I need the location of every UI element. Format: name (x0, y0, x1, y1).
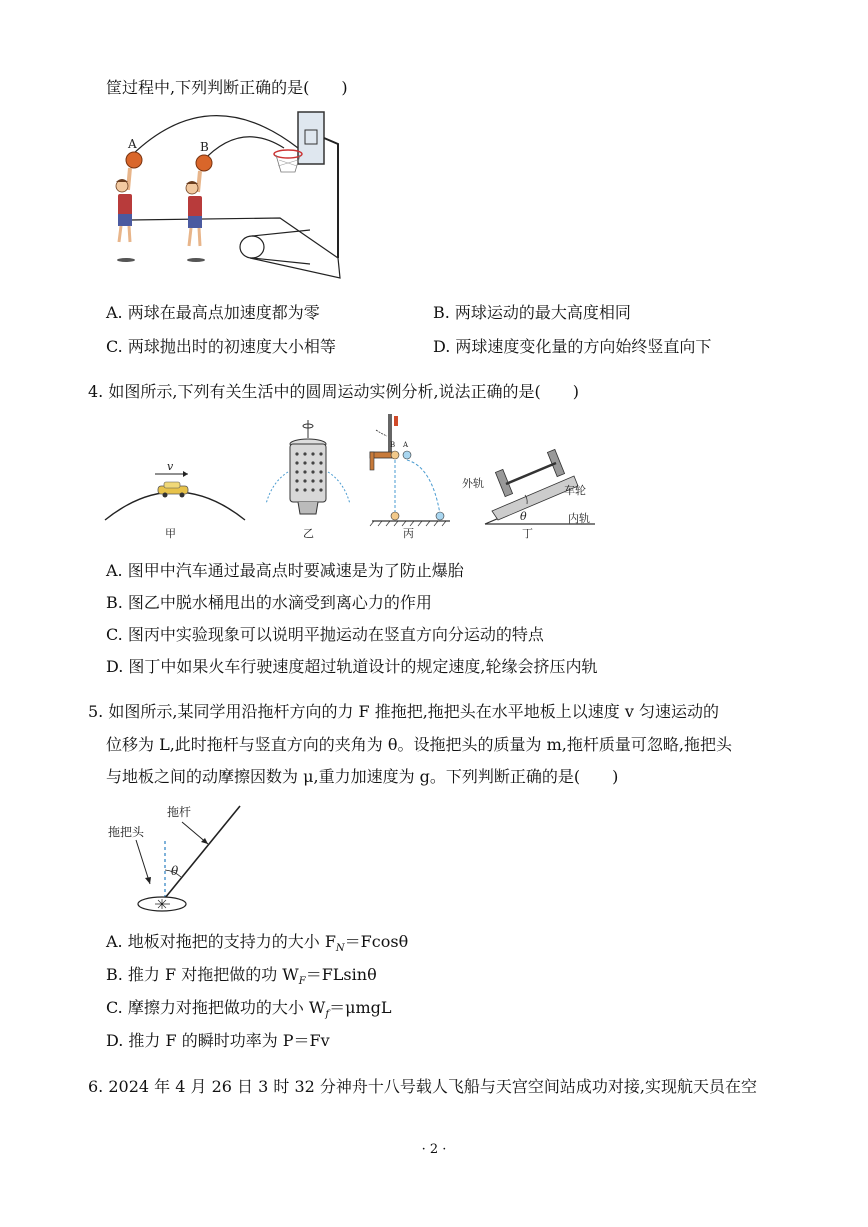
q4-option-c: C. 图丙中实验现象可以说明平抛运动在竖直方向分运动的特点 (106, 625, 544, 644)
q5-stem-line3: 与地板之间的动摩擦因数为 μ,重力加速度为 g。下列判断正确的是( ) (106, 767, 619, 786)
figure-ding (462, 449, 595, 540)
velocity-label: v (167, 460, 174, 473)
mop-figure (100, 800, 260, 918)
label-yi: 乙 (303, 527, 314, 540)
wheel-label: 车轮 (564, 484, 586, 497)
outer-rail-label: 外轨 (462, 477, 484, 490)
q6-stem: 6. 2024 年 4 月 26 日 3 时 32 分神舟十八号载人飞船与天宫空间站成功对接,实现航天员在空 (88, 1077, 758, 1096)
q4-option-b: B. 图乙中脱水桶甩出的水滴受到离心力的作用 (106, 593, 432, 612)
figure-bing (370, 414, 450, 540)
trajectory-b (202, 137, 284, 162)
q5-stem-line2: 位移为 L,此时拖杆与竖直方向的夹角为 θ。设拖把头的质量为 m,拖杆质量可忽略,拖把头 (106, 735, 732, 754)
player-b (186, 171, 205, 262)
label-b: B (200, 140, 209, 154)
q4-option-a: A. 图甲中汽车通过最高点时要减速是为了防止爆胎 (106, 561, 464, 580)
bing-label-a: A (403, 441, 409, 449)
q5-option-b: B. 推力 F 对拖把做的功 $W_F=FLsin\theta$ (106, 965, 377, 988)
mop-theta: θ (171, 864, 179, 878)
q5-option-c: C. 摩擦力对拖把做功的大小 $W_f=\mu mgL$ (106, 998, 392, 1021)
basketball-figure (100, 100, 350, 285)
label-a: A (128, 137, 137, 151)
q3-option-d: D. 两球速度变化量的方向始终竖直向下 (433, 337, 712, 356)
inner-rail-label: 内轨 (568, 512, 590, 525)
label-ding: 丁 (522, 527, 533, 540)
q5-option-a: A. 地板对拖把的支持力的大小 $F_N=Fcos\theta$ (106, 932, 409, 955)
q3-option-b: B. 两球运动的最大高度相同 (433, 303, 631, 322)
figure-yi (266, 420, 350, 540)
q3-option-c: C. 两球抛出时的初速度大小相等 (106, 337, 336, 356)
court-lines (130, 218, 340, 278)
q4-option-d: D. 图丁中如果火车行驶速度超过轨道设计的规定速度,轮缘会挤压内轨 (106, 657, 598, 676)
q5-option-d: D. 推力 F 的瞬时功率为 P＝Fv (106, 1031, 330, 1050)
backboard (298, 112, 324, 164)
ding-theta: θ (520, 510, 527, 523)
hoop-pole (324, 138, 338, 258)
ball-a (126, 152, 142, 168)
pole-label: 拖杆 (167, 805, 192, 819)
circular-motion-figure (100, 412, 610, 542)
q3-option-a: A. 两球在最高点加速度都为零 (106, 303, 320, 322)
page-number: · 2 · (421, 1142, 447, 1157)
player-a (116, 168, 135, 262)
q4-stem: 4. 如图所示,下列有关生活中的圆周运动实例分析,说法正确的是( ) (88, 382, 580, 401)
ball-b (196, 155, 212, 171)
head-label: 拖把头 (108, 825, 145, 839)
figure-jia (105, 460, 245, 540)
bing-label-b: B (390, 441, 396, 449)
q5-stem-line1: 5. 如图所示,某同学用沿拖杆方向的力 F 推拖把,拖把头在水平地板上以速度 v 匀速运动的 (88, 702, 720, 721)
mop-pole (165, 806, 240, 898)
label-bing: 丙 (403, 527, 414, 540)
label-jia: 甲 (165, 527, 176, 540)
q3-stem-tail: 筐过程中,下列判断正确的是( ) (106, 78, 348, 97)
